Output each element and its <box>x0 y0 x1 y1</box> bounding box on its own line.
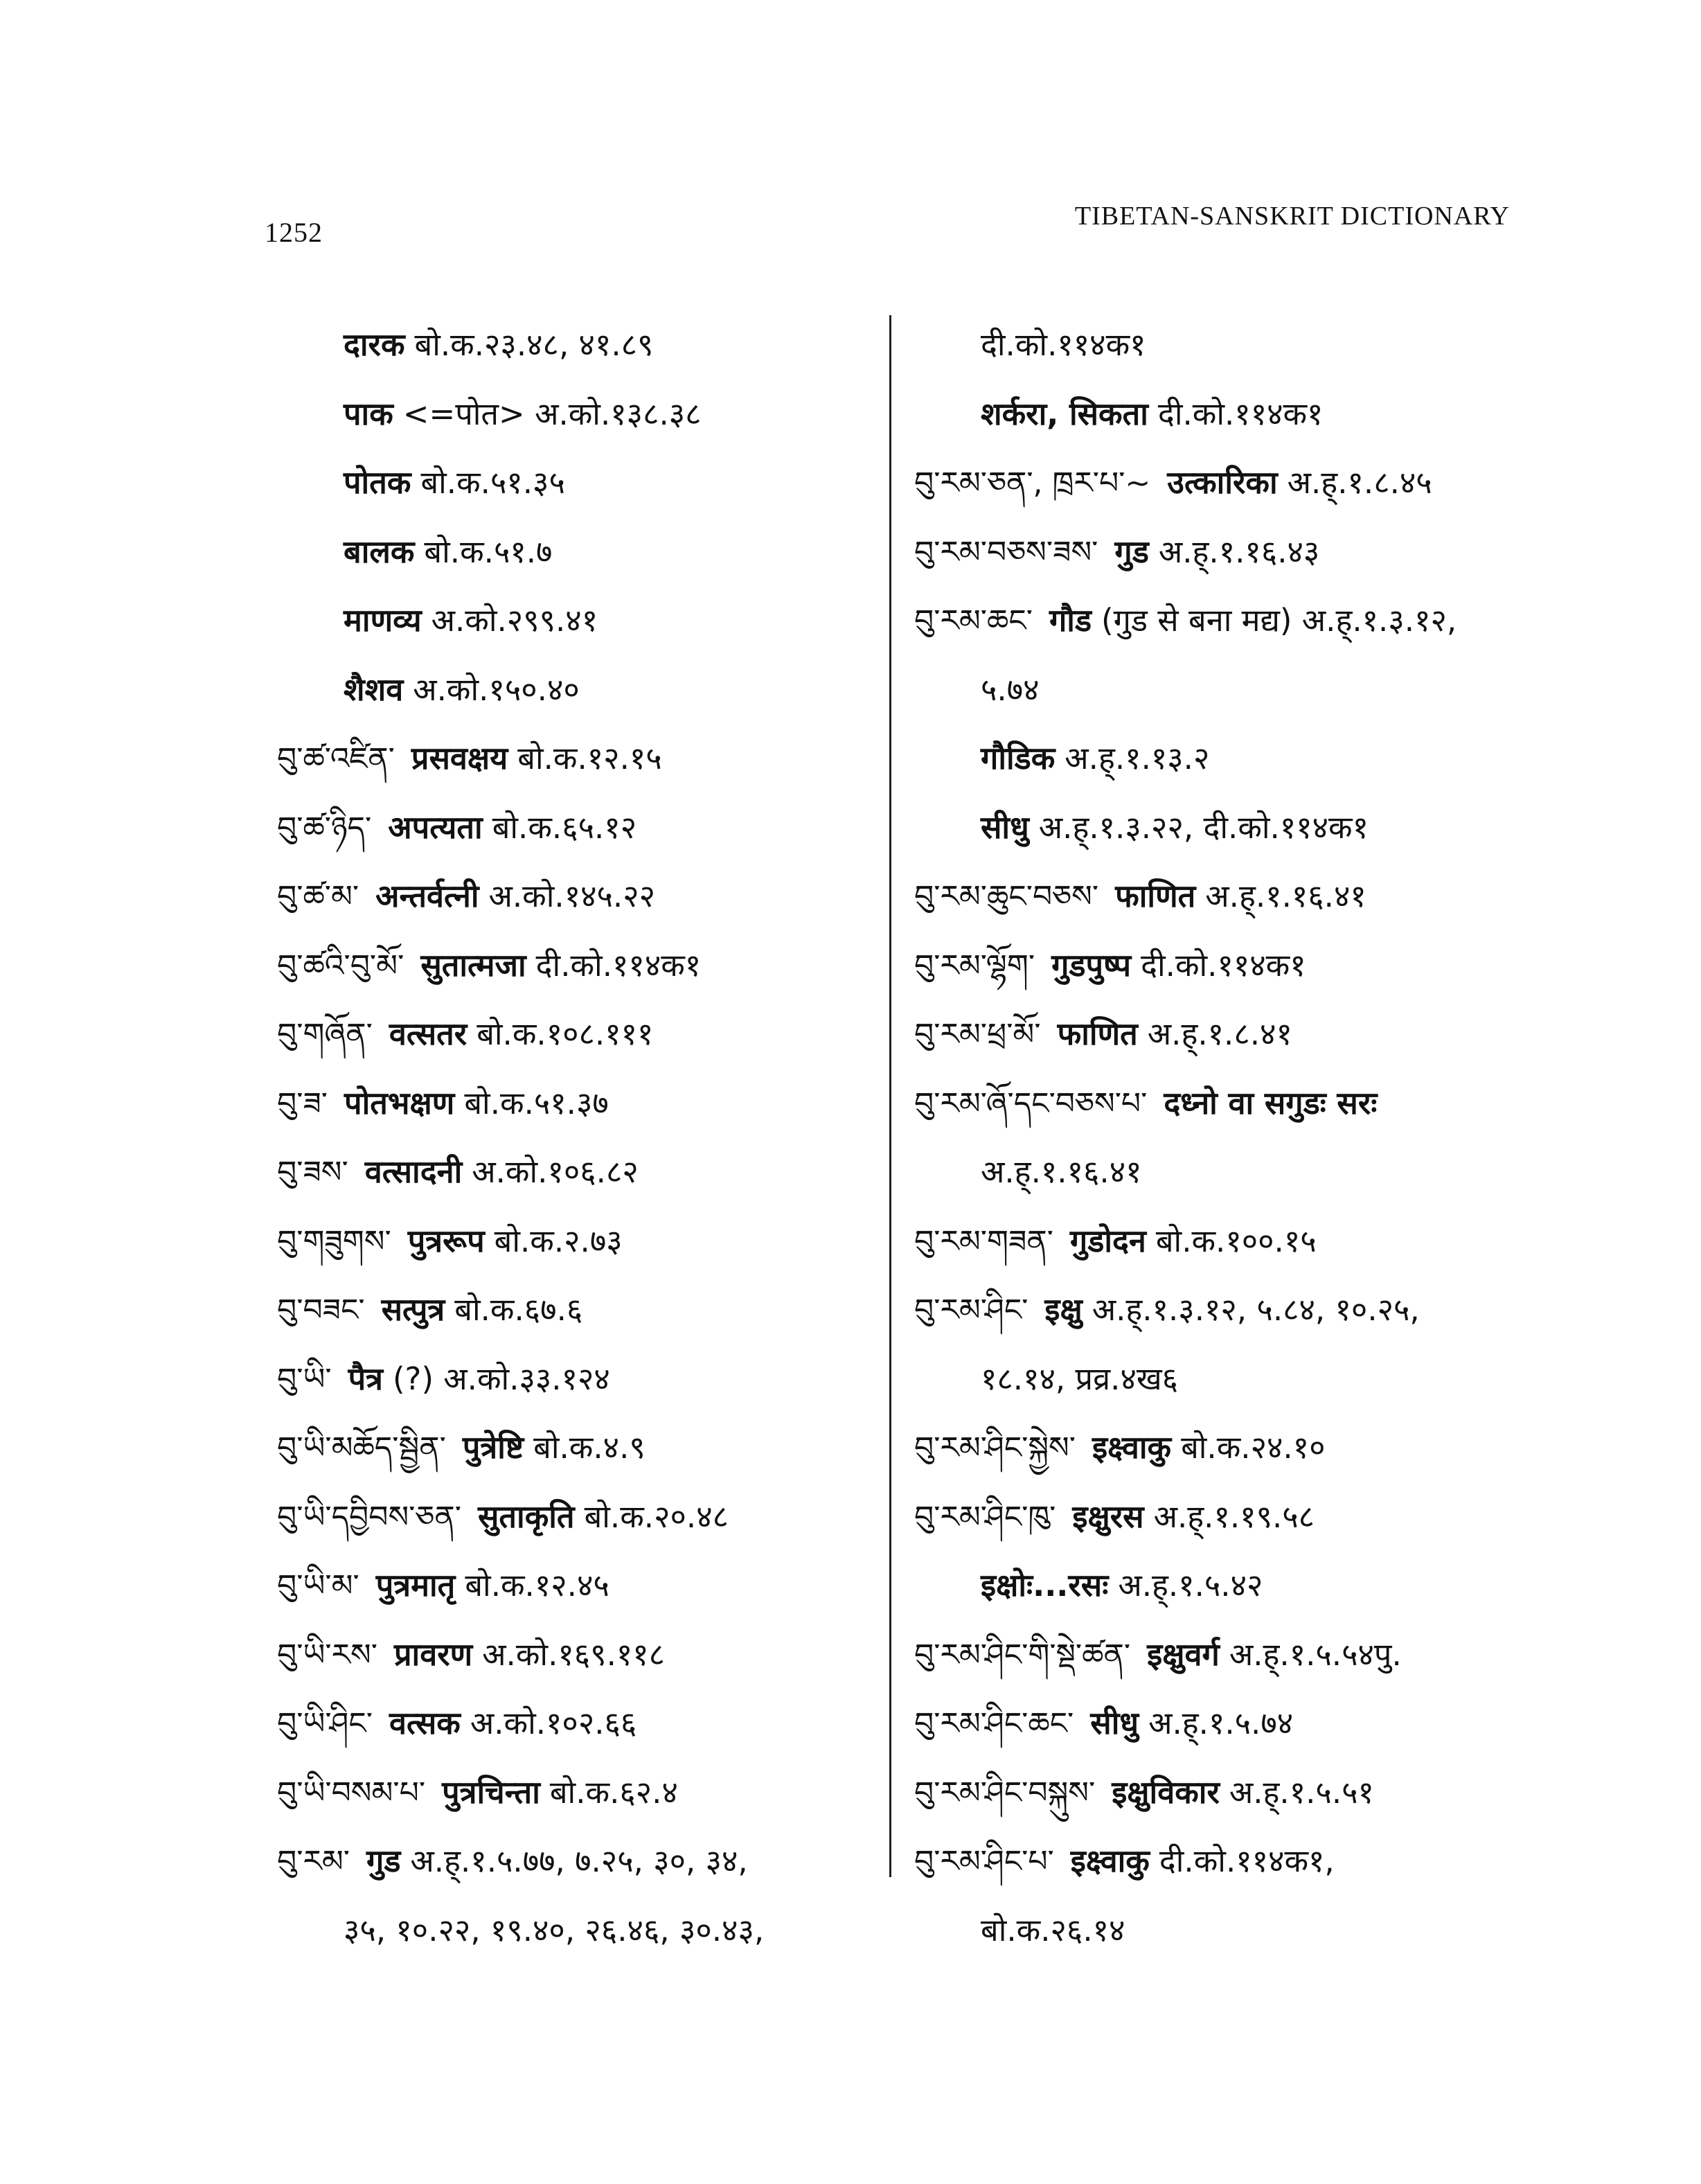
source-reference: अ.ह्.१.१६.४१ <box>1205 878 1366 914</box>
source-reference: बो.क.६२.४ <box>549 1773 678 1811</box>
tibetan-headword: བུ་ཚ་འཛིན་ <box>277 741 395 776</box>
tibetan-headword: བུ་ཡི་དབྱིབས་ཅན་ <box>277 1499 461 1535</box>
tibetan-headword: བུ་རམ་ཕྲ་མོ་ <box>914 1017 1041 1052</box>
tibetan-headword: བུ་ཟ་ <box>277 1085 328 1121</box>
dictionary-entry-line <box>914 586 1607 655</box>
dictionary-entry-line <box>277 517 873 587</box>
source-reference: बो.क.२०.४८ <box>584 1498 729 1535</box>
column-divider <box>889 315 891 1877</box>
tibetan-headword: བུ་ཚའི་བུ་མོ་ <box>277 948 404 984</box>
tibetan-headword: བུ་རམ་ཞོ་དང་བཅས་པ་ <box>914 1085 1148 1121</box>
tibetan-headword: བུ་ཚ་ཉིད་ <box>277 810 372 846</box>
tibetan-headword: བུ་རམ་ཤིང་བསྐུས་ <box>914 1775 1096 1811</box>
dictionary-entry-line <box>914 1689 1607 1758</box>
sanskrit-equivalent: गौड <box>1049 602 1092 639</box>
tibetan-headword: བུ་རམ་ཤིང་གི་སྡེ་ཚན་ <box>914 1637 1131 1673</box>
source-reference: दी.को.११४क१ <box>1157 395 1324 432</box>
sanskrit-equivalent: प्रावरण <box>393 1635 473 1673</box>
source-reference: बो.क.५१.३५ <box>420 464 565 501</box>
tibetan-headword: བུ་རམ་ཤིང་ཆང་ <box>914 1706 1074 1741</box>
source-reference: बो.क.१००.१५ <box>1155 1222 1317 1259</box>
dictionary-entry-line <box>914 1620 1607 1689</box>
dictionary-entry-line <box>277 1896 873 1965</box>
source-reference: <=पोत> अ.को.१३८.३८ <box>402 395 702 432</box>
sanskrit-equivalent: शर्करा, सिकता <box>981 395 1148 432</box>
sanskrit-equivalent: फाणित <box>1057 1015 1138 1052</box>
source-reference: अ.को.१५०.४० <box>413 671 580 708</box>
tibetan-headword: བུ་ཡི་ཤིང་ <box>277 1706 373 1741</box>
dictionary-entry-line <box>914 1137 1607 1207</box>
source-reference: अ.ह्.१.३.१२, ५.८४, १०.२५, <box>1092 1291 1420 1328</box>
source-reference: बो.क.२३.४८, ४१.८९ <box>414 326 654 363</box>
sanskrit-equivalent: इक्ष्वाकु <box>1070 1843 1150 1879</box>
sanskrit-equivalent: वत्सादनी <box>364 1153 463 1190</box>
source-reference: अ.ह्.१.३.२२, दी.को.११४क१ <box>1038 808 1369 846</box>
dictionary-entry-line <box>277 724 873 793</box>
dictionary-entry-line <box>277 586 873 655</box>
source-reference: बो.क.६७.६ <box>454 1291 583 1328</box>
dictionary-entry-line <box>914 1551 1607 1620</box>
source-reference: बो.क.१२.१५ <box>517 740 662 776</box>
tibetan-headword: བུ་རམ་གཟན་ <box>914 1223 1053 1259</box>
tibetan-headword: བུ་རམ་ཤིང་ <box>914 1293 1028 1328</box>
tibetan-headword: བུ་རམ་ཅན་, ཁྲར་པ་~ <box>914 465 1151 501</box>
sanskrit-equivalent: पुत्रचिन्ता <box>442 1773 540 1811</box>
dictionary-entry-line <box>914 1069 1607 1138</box>
dictionary-entry-line <box>914 1413 1607 1482</box>
sanskrit-equivalent: इक्षु <box>1044 1291 1083 1328</box>
dictionary-entry-line <box>277 1069 873 1138</box>
source-reference: ५.७४ <box>981 671 1040 708</box>
sanskrit-equivalent: पुत्ररूप <box>407 1222 485 1259</box>
source-reference: बो.क.६५.१२ <box>492 808 637 846</box>
source-reference: (?) अ.को.३३.१२४ <box>393 1360 610 1397</box>
source-reference: अ.ह्.१.१९.५८ <box>1153 1498 1315 1535</box>
dictionary-entry-line <box>914 1758 1607 1827</box>
sanskrit-equivalent: इक्षोः...रसः <box>981 1567 1109 1604</box>
sanskrit-equivalent: सुताकृति <box>477 1498 575 1535</box>
sanskrit-equivalent: सत्पुत्र <box>381 1291 445 1328</box>
left-column <box>277 310 873 1964</box>
dictionary-entry-line <box>914 1344 1607 1414</box>
source-reference: (गुड से बना मद्य) अ.ह्.१.३.१२, <box>1101 602 1457 639</box>
dictionary-entry-line <box>277 1207 873 1276</box>
tibetan-headword: བུ་ཚ་མ་ <box>277 879 359 914</box>
dictionary-entry-line <box>914 1827 1607 1896</box>
sanskrit-equivalent: माणव्य <box>344 602 422 639</box>
sanskrit-equivalent: उत्कारिका <box>1167 464 1278 501</box>
dictionary-entry-line <box>914 1482 1607 1552</box>
tibetan-headword: བུ་ཡི་མཆོད་སྦྱིན་ <box>277 1430 446 1466</box>
source-reference: अ.ह्.१.१३.२ <box>1065 740 1210 776</box>
source-reference: अ.को.१६९.११८ <box>482 1635 666 1673</box>
dictionary-entry-line <box>277 310 873 380</box>
dictionary-entry-line <box>277 1137 873 1207</box>
dictionary-entry-line <box>277 1620 873 1689</box>
sanskrit-equivalent: शैशव <box>344 671 404 708</box>
sanskrit-equivalent: सीधु <box>981 808 1029 846</box>
tibetan-headword: བུ་རམ་བཅས་ཟས་ <box>914 534 1098 570</box>
sanskrit-equivalent: पाक <box>344 395 393 432</box>
dictionary-entry-line <box>914 1207 1607 1276</box>
tibetan-headword: བུ་གཟུགས་ <box>277 1223 391 1259</box>
source-reference: दी.को.११४क१, <box>1159 1843 1335 1879</box>
sanskrit-equivalent: गौडिक <box>981 740 1056 776</box>
sanskrit-equivalent: पुत्रेष्टि <box>462 1429 524 1466</box>
dictionary-entry-line <box>914 517 1607 587</box>
sanskrit-equivalent: पोतभक्षण <box>344 1084 455 1121</box>
sanskrit-equivalent: पोतक <box>344 464 411 501</box>
tibetan-headword: བུ་རམ་ཆུང་བཅས་ <box>914 879 1099 914</box>
source-reference: अ.को.१४५.२२ <box>488 878 656 914</box>
sanskrit-equivalent: दध्नो वा सगुडः सरः <box>1164 1084 1378 1121</box>
sanskrit-equivalent: प्रसवक्षय <box>411 740 508 776</box>
dictionary-entry-line <box>914 724 1607 793</box>
sanskrit-equivalent: फाणित <box>1115 878 1196 914</box>
source-reference: अ.को.२९९.४१ <box>431 602 598 639</box>
dictionary-entry-line <box>914 1896 1607 1965</box>
dictionary-entry-line <box>277 380 873 449</box>
dictionary-entry-line <box>914 655 1607 725</box>
tibetan-headword: བུ་རམ་ལྷོག་ <box>914 948 1035 984</box>
source-reference: ३५, १०.२२, १९.४०, २६.४६, ३०.४३, <box>344 1911 765 1948</box>
sanskrit-equivalent: दारक <box>344 326 405 363</box>
dictionary-entry-line <box>277 448 873 517</box>
sanskrit-equivalent: सुतात्मजा <box>420 946 526 984</box>
dictionary-entry-line <box>914 931 1607 1000</box>
dictionary-entry-line <box>914 1275 1607 1344</box>
dictionary-entry-line <box>277 1482 873 1552</box>
source-reference: बो.क.२६.१४ <box>981 1911 1125 1948</box>
dictionary-entry-line <box>914 1000 1607 1069</box>
source-reference: अ.ह्.१.५.४२ <box>1118 1567 1263 1604</box>
sanskrit-equivalent: पैत्र <box>348 1360 383 1397</box>
sanskrit-equivalent: वत्सक <box>389 1705 461 1741</box>
dictionary-entry-line <box>277 1689 873 1758</box>
running-head: TIBETAN-SANSKRIT DICTIONARY <box>1074 202 1510 231</box>
source-reference: दी.को.११४क१ <box>535 946 702 984</box>
sanskrit-equivalent: गुडपुष्प <box>1051 946 1132 984</box>
dictionary-entry-line <box>277 1275 873 1344</box>
tibetan-headword: བུ་རམ་ <box>277 1844 350 1879</box>
dictionary-entry-line <box>914 448 1607 517</box>
source-reference: अ.ह्.१.५.५१ <box>1229 1773 1374 1811</box>
tibetan-headword: བུ་བཟང་ <box>277 1293 365 1328</box>
tibetan-headword: བུ་རམ་ཆང་ <box>914 603 1033 639</box>
sanskrit-equivalent: पुत्रमातृ <box>375 1567 456 1604</box>
source-reference: दी.को.११४क१ <box>981 326 1146 363</box>
sanskrit-equivalent: इक्षुविकार <box>1112 1773 1220 1811</box>
dictionary-entry-line <box>914 793 1607 862</box>
source-reference: बो.क.४.९ <box>533 1429 645 1466</box>
dictionary-entry-line <box>914 310 1607 380</box>
tibetan-headword: བུ་ཡི་ <box>277 1361 332 1397</box>
dictionary-entry-line <box>277 1344 873 1414</box>
source-reference: बो.क.५१.३७ <box>464 1084 609 1121</box>
sanskrit-equivalent: अपत्यता <box>388 808 483 846</box>
dictionary-entry-line <box>277 1827 873 1896</box>
sanskrit-equivalent: गुडोदन <box>1069 1222 1146 1259</box>
source-reference: बो.क.१०८.१११ <box>477 1015 654 1052</box>
page-number: 1252 <box>265 217 323 248</box>
tibetan-headword: བུ་རམ་ཤིང་ཁུ་ <box>914 1499 1056 1535</box>
dictionary-entry-line <box>277 931 873 1000</box>
source-reference: बो.क.२.७३ <box>494 1222 623 1259</box>
sanskrit-equivalent: इक्षुवर्ग <box>1147 1635 1220 1673</box>
tibetan-headword: བུ་གཞོན་ <box>277 1017 373 1052</box>
source-reference: अ.को.१०२.६६ <box>470 1705 637 1741</box>
source-reference: अ.को.१०६.८२ <box>472 1153 639 1190</box>
sanskrit-equivalent: गुड <box>1114 533 1149 570</box>
source-reference: अ.ह्.१.५.७७, ७.२५, ३०, ३४, <box>410 1843 748 1879</box>
sanskrit-equivalent: वत्सतर <box>389 1015 467 1052</box>
tibetan-headword: བུ་རམ་ཤིང་སྐྱེས་ <box>914 1430 1076 1466</box>
source-reference: बो.क.२४.१० <box>1181 1429 1326 1466</box>
dictionary-entry-line <box>914 862 1607 931</box>
dictionary-entry-line <box>914 380 1607 449</box>
tibetan-headword: བུ་ཡི་མ་ <box>277 1568 359 1604</box>
source-reference: बो.क.५१.७ <box>424 533 553 570</box>
sanskrit-equivalent: सीधु <box>1090 1705 1139 1741</box>
dictionary-entry-line <box>277 1551 873 1620</box>
tibetan-headword: བུ་རམ་ཤིང་པ་ <box>914 1844 1054 1879</box>
source-reference: अ.ह्.१.१६.४१ <box>981 1153 1142 1190</box>
dictionary-entry-line <box>277 1413 873 1482</box>
dictionary-entry-line <box>277 862 873 931</box>
tibetan-headword: བུ་ཡི་བསམ་པ་ <box>277 1775 426 1811</box>
source-reference: अ.ह्.१.१६.४३ <box>1158 533 1320 570</box>
sanskrit-equivalent: इक्षुरस <box>1072 1498 1144 1535</box>
source-reference: अ.ह्.१.५.५४पु. <box>1229 1635 1402 1673</box>
sanskrit-equivalent: गुड <box>366 1843 401 1879</box>
dictionary-entry-line <box>277 1758 873 1827</box>
right-column <box>914 310 1607 1964</box>
dictionary-entry-line <box>277 793 873 862</box>
source-reference: अ.ह्.१.८.४५ <box>1287 464 1432 501</box>
source-reference: अ.ह्.१.८.४१ <box>1147 1015 1292 1052</box>
source-reference: अ.ह्.१.५.७४ <box>1148 1705 1294 1741</box>
sanskrit-equivalent: इक्ष्वाकु <box>1092 1429 1172 1466</box>
dictionary-entry-line <box>277 655 873 725</box>
tibetan-headword: བུ་ཟས་ <box>277 1155 348 1190</box>
dictionary-entry-line <box>277 1000 873 1069</box>
tibetan-headword: བུ་ཡི་རས་ <box>277 1637 377 1673</box>
source-reference: १८.१४, प्रव्र.४ख६ <box>981 1360 1179 1397</box>
source-reference: दी.को.११४क१ <box>1141 946 1306 984</box>
sanskrit-equivalent: अन्तर्वत्नी <box>375 878 479 914</box>
source-reference: बो.क.१२.४५ <box>465 1567 609 1604</box>
sanskrit-equivalent: बालक <box>344 533 415 570</box>
